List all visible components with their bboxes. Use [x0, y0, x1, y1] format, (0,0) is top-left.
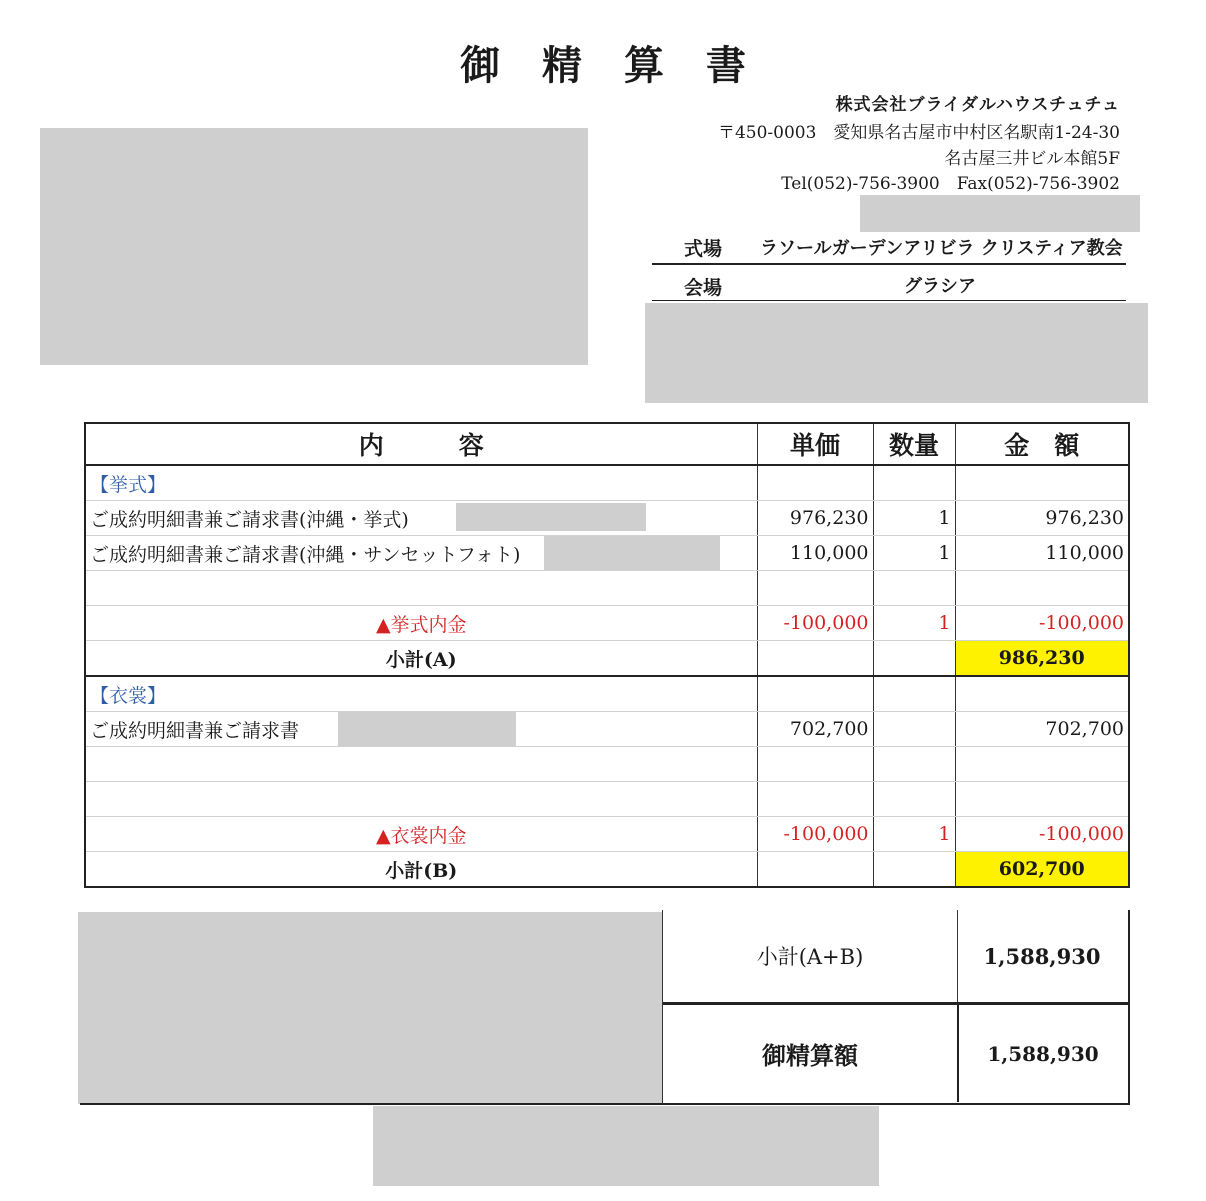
redacted-footer-block	[373, 1106, 879, 1186]
redacted-item-detail	[544, 536, 720, 571]
item-content: ご成約明細書兼ご請求書(沖縄・サンセットフォト)	[90, 543, 521, 566]
redacted-contact-block	[860, 195, 1140, 232]
item-quantity: 1	[873, 536, 955, 571]
item-unit-price: 702,700	[757, 712, 873, 747]
item-unit-price: 110,000	[757, 536, 873, 571]
table-row	[85, 501, 1129, 536]
document-title: 御 精 算 書	[460, 42, 760, 89]
subtotal-a-value: 986,230	[955, 641, 1129, 677]
empty-row	[85, 747, 1129, 782]
item-amount: 976,230	[955, 501, 1129, 536]
company-name: 株式会社ブライダルハウスチュチュ	[835, 95, 1120, 115]
summary-box	[662, 910, 1130, 1104]
item-content: ご成約明細書兼ご請求書	[90, 719, 300, 742]
hall-label: 会場	[684, 277, 723, 299]
redacted-item-detail	[456, 503, 646, 531]
item-amount: 110,000	[955, 536, 1129, 571]
venue-underline	[652, 300, 1126, 301]
header-quantity: 数量	[873, 423, 955, 465]
venue-divider	[652, 263, 1126, 265]
deposit-b-label: ▲衣裳内金	[85, 817, 757, 852]
section-b-label: 【衣裳】	[85, 676, 757, 712]
deposit-b-unit-price: -100,000	[757, 817, 873, 852]
header-unit-price: 単価	[757, 423, 873, 465]
deposit-b-quantity: 1	[873, 817, 955, 852]
ceremony-value: ラソールガーデンアリビラ クリスティア教会	[760, 238, 1123, 259]
empty-row	[85, 782, 1129, 817]
redacted-recipient-block	[40, 128, 588, 365]
deposit-row-b	[85, 817, 1129, 852]
deposit-b-amount: -100,000	[955, 817, 1129, 852]
section-a-label: 【挙式】	[85, 465, 757, 501]
company-phone-fax: Tel(052)-756-3900 Fax(052)-756-3902	[781, 174, 1120, 194]
table-row	[85, 712, 1129, 747]
deposit-a-label: ▲挙式内金	[85, 606, 757, 641]
table-row	[85, 536, 1129, 571]
deposit-a-amount: -100,000	[955, 606, 1129, 641]
redacted-date-block	[645, 303, 1148, 403]
item-content: ご成約明細書兼ご請求書(沖縄・挙式)	[90, 508, 409, 531]
section-b-label-row	[85, 676, 1129, 712]
item-amount: 702,700	[955, 712, 1129, 747]
total-label: 御精算額	[663, 1005, 959, 1102]
header-content: 内 容	[85, 423, 757, 465]
statement-table	[84, 422, 1130, 888]
redacted-notes-block	[78, 912, 662, 1104]
subtotal-b-value: 602,700	[955, 852, 1129, 888]
total-value: 1,588,930	[987, 1041, 1099, 1066]
subtotal-ab-value: 1,588,930	[983, 943, 1101, 969]
section-a-label-row	[85, 465, 1129, 501]
deposit-row-a	[85, 606, 1129, 641]
deposit-a-quantity: 1	[873, 606, 955, 641]
subtotal-ab-label: 小計(A+B)	[663, 910, 958, 1002]
subtotal-b-row	[85, 852, 1129, 888]
empty-row	[85, 571, 1129, 606]
item-quantity	[873, 712, 955, 747]
redacted-item-detail	[338, 712, 516, 747]
item-unit-price: 976,230	[757, 501, 873, 536]
item-quantity: 1	[873, 501, 955, 536]
subtotal-a-label: 小計(A)	[85, 641, 757, 677]
company-building: 名古屋三井ビル本館5F	[944, 149, 1120, 169]
header-amount: 金 額	[955, 423, 1129, 465]
deposit-a-unit-price: -100,000	[757, 606, 873, 641]
subtotal-b-label: 小計(B)	[85, 852, 757, 888]
table-header-row	[85, 423, 1129, 465]
subtotal-a-row	[85, 641, 1129, 677]
company-address: 〒450-0003 愛知県名古屋市中村区名駅南1-24-30	[717, 123, 1120, 143]
ceremony-label: 式場	[684, 238, 723, 260]
hall-value: グラシア	[904, 276, 976, 297]
